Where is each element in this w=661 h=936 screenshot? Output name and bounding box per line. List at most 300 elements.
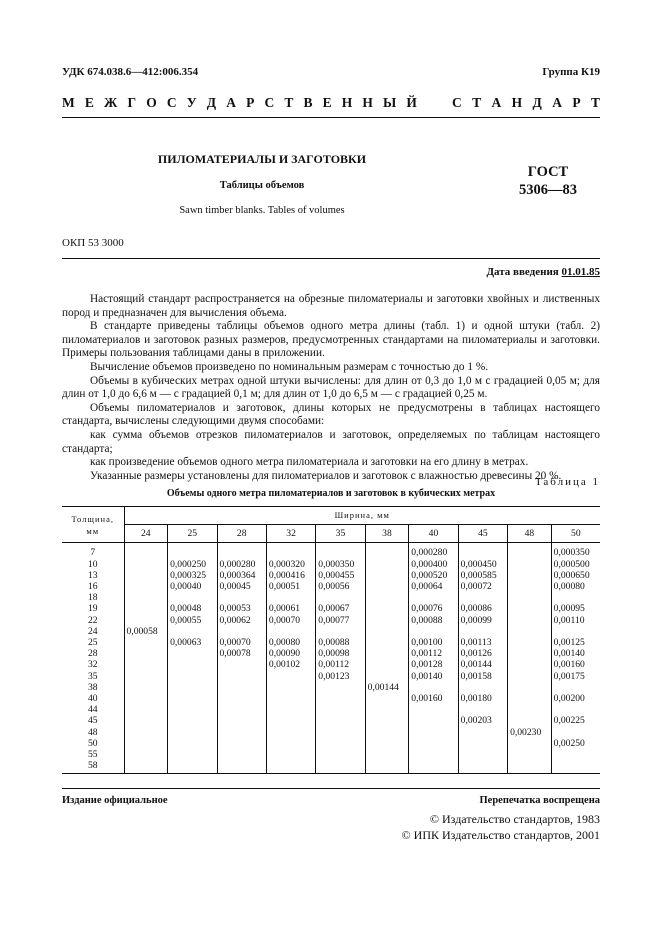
thickness-cell: 35 (62, 671, 124, 682)
volume-cell (551, 592, 600, 603)
band-letter: Н (511, 95, 523, 110)
volume-cell (551, 749, 600, 760)
intro-date-label: Дата введения (486, 266, 559, 278)
volume-cell (316, 749, 365, 760)
volume-cell (365, 626, 409, 637)
volume-cell: 0,00110 (551, 615, 600, 626)
volume-cell (316, 682, 365, 693)
volume-cell (458, 626, 507, 637)
table-row (62, 615, 600, 626)
volume-cell (551, 626, 600, 637)
volume-cell: 0,00077 (316, 615, 365, 626)
volume-cell (266, 760, 315, 774)
volume-cell (217, 592, 266, 603)
band-letter: Ы (383, 95, 397, 110)
volume-cell (124, 637, 168, 648)
band-letter: Р (246, 95, 255, 110)
width-col-header: 48 (508, 525, 552, 543)
english-title: Sawn timber blanks. Tables of volumes (179, 205, 345, 216)
volume-cell: 0,00070 (266, 615, 315, 626)
volume-cell: 0,000320 (266, 559, 315, 570)
band-letter: Г (127, 95, 137, 110)
volume-cell: 0,00090 (266, 648, 315, 659)
width-col-header: 25 (168, 525, 217, 543)
volume-cell (508, 659, 552, 670)
copyright-2001: © ИПК Издательство стандартов, 2001 (401, 828, 600, 842)
volume-cell (365, 603, 409, 614)
volume-cell: 0,00126 (458, 648, 507, 659)
width-col-header: 40 (409, 525, 458, 543)
volume-cell (124, 543, 168, 559)
thickness-cell: 40 (62, 693, 124, 704)
volume-cell (316, 626, 365, 637)
thickness-cell: 13 (62, 570, 124, 581)
band-letter: С (264, 95, 275, 110)
volume-cell (124, 603, 168, 614)
volume-cell (409, 592, 458, 603)
thickness-cell: 28 (62, 648, 124, 659)
band-letter: Д (206, 95, 217, 110)
volume-cell: 0,00102 (266, 659, 315, 670)
volume-cell: 0,00230 (508, 727, 552, 738)
volume-cell: 0,00225 (551, 715, 600, 726)
volume-cell (168, 592, 217, 603)
volume-cell (217, 738, 266, 749)
table-row (62, 603, 600, 614)
volume-cell (217, 727, 266, 738)
paragraph: как произведение объемов одного метра пиломатериала и заготовки на его длину в метрах. (90, 456, 529, 469)
volume-cell: 0,00040 (168, 581, 217, 592)
volume-cell (124, 648, 168, 659)
width-header-row (62, 525, 600, 543)
width-col-header: 38 (365, 525, 409, 543)
table-row (62, 543, 600, 559)
table-row (62, 693, 600, 704)
volume-cell (365, 749, 409, 760)
volume-cell: 0,00070 (217, 637, 266, 648)
thickness-cell: 24 (62, 626, 124, 637)
thickness-cell: 38 (62, 682, 124, 693)
header-rule (62, 117, 600, 118)
volume-cell: 0,000364 (217, 570, 266, 581)
volume-cell: 0,00055 (168, 615, 217, 626)
thickness-cell: 19 (62, 603, 124, 614)
thickness-cell: 55 (62, 749, 124, 760)
volume-cell: 0,00062 (217, 615, 266, 626)
volume-cell: 0,000416 (266, 570, 315, 581)
volume-cell (266, 682, 315, 693)
volume-cell (365, 543, 409, 559)
volume-cell (266, 671, 315, 682)
width-col-header: 32 (266, 525, 315, 543)
volume-cell (316, 738, 365, 749)
volume-cell (316, 760, 365, 774)
volume-cell (365, 637, 409, 648)
volume-cell (409, 727, 458, 738)
volume-cell: 0,00123 (316, 671, 365, 682)
thickness-cell: 50 (62, 738, 124, 749)
volume-cell: 0,00088 (409, 615, 458, 626)
volume-cell (508, 749, 552, 760)
volume-cell: 0,00078 (217, 648, 266, 659)
standard-band-right (452, 95, 600, 111)
standard-band-left (62, 95, 417, 111)
volume-cell (124, 615, 168, 626)
volume-cell: 0,00250 (551, 738, 600, 749)
volume-cell (551, 682, 600, 693)
page-subtitle: Таблицы объемов (219, 180, 305, 191)
table-row (62, 704, 600, 715)
volume-cell (508, 559, 552, 570)
band-letter: Т (472, 95, 482, 110)
volume-cell: 0,00048 (168, 603, 217, 614)
volume-cell (365, 760, 409, 774)
band-letter: А (491, 95, 502, 110)
volume-cell: 0,00200 (551, 693, 600, 704)
gost-label: ГОСТ (527, 164, 569, 180)
volume-cell: 0,00053 (217, 603, 266, 614)
volume-cell (365, 738, 409, 749)
volume-cell (458, 704, 507, 715)
width-col-header: 28 (217, 525, 266, 543)
volume-cell (508, 648, 552, 659)
volume-cell: 0,00140 (409, 671, 458, 682)
table-body (62, 543, 600, 774)
volume-cell: 0,00095 (551, 603, 600, 614)
volume-cell: 0,00140 (551, 648, 600, 659)
volume-cell (168, 704, 217, 715)
volume-cell: 0,00144 (458, 659, 507, 670)
volume-cell (124, 693, 168, 704)
volume-cell (124, 715, 168, 726)
volume-cell (508, 581, 552, 592)
band-letter: В (303, 95, 313, 110)
volume-cell (217, 682, 266, 693)
table-row (62, 749, 600, 760)
volume-cell: 0,00088 (316, 637, 365, 648)
volume-cell: 0,000350 (316, 559, 365, 570)
volume-cell: 0,00128 (409, 659, 458, 670)
volume-cell (266, 543, 315, 559)
volume-cell (365, 615, 409, 626)
paragraph: В стандарте приведены таблицы объемов одного метра длины (табл. 1) и одной штуки (табл. 2) пиломатериалов и заготовок разных размеров, предусмотренных стандартами на пиломатериалы и заготовки. Примеры пользования таблицами даны в приложении. (62, 320, 600, 360)
reprint-notice: Перепечатка воспрещена (479, 795, 600, 806)
intro-date-value: 01.01.85 (561, 266, 600, 278)
volume-cell: 0,00080 (551, 581, 600, 592)
volume-cell: 0,00067 (316, 603, 365, 614)
body-text (62, 293, 600, 483)
thickness-cell: 10 (62, 559, 124, 570)
table-row (62, 626, 600, 637)
width-col-header: 24 (124, 525, 168, 543)
table-row (62, 637, 600, 648)
paragraph: Объемы пиломатериалов и заготовок, длины которых не предусмотрены в таблицах настоящего стандарта, вычислены следующими двумя способами: (62, 401, 600, 428)
band-letter: Ж (104, 95, 118, 110)
volume-cell: 0,00063 (168, 637, 217, 648)
volume-cell (168, 693, 217, 704)
paragraph: Вычисление объемов произведено по номинальным размерам с точностью до 1 %. (90, 360, 489, 373)
volume-cell (508, 693, 552, 704)
volume-cell: 0,000520 (409, 570, 458, 581)
volume-cell: 0,000455 (316, 570, 365, 581)
volume-cell (217, 749, 266, 760)
volume-cell (409, 749, 458, 760)
volume-cell (409, 715, 458, 726)
official-edition: Издание официальное (62, 795, 168, 806)
volume-cell (365, 715, 409, 726)
table-row (62, 581, 600, 592)
band-letter: С (166, 95, 177, 110)
band-letter: Т (284, 95, 294, 110)
volume-cell (316, 704, 365, 715)
volume-cell (458, 682, 507, 693)
band-letter: О (146, 95, 157, 110)
volume-cell: 0,000280 (409, 543, 458, 559)
udk-code: УДК 674.038.6—412:006.354 (62, 66, 199, 78)
volume-cell (458, 738, 507, 749)
volume-cell (168, 682, 217, 693)
volume-cell: 0,00160 (409, 693, 458, 704)
table-caption: Объемы одного метра пиломатериалов и заготовок в кубических метрах (166, 488, 496, 499)
volume-cell (365, 570, 409, 581)
paragraph: как сумма объемов отрезков пиломатериалов и заготовок, определяемых по таблицам настоящего стандарта; (62, 428, 600, 455)
paragraph: Настоящий стандарт распространяется на обрезные пиломатериалы и заготовки хвойных и лиственных пород и предназначен для вычисления объема. (62, 293, 600, 319)
volume-cell (508, 715, 552, 726)
volume-cell: 0,00045 (217, 581, 266, 592)
volume-cell (508, 615, 552, 626)
volume-cell (217, 693, 266, 704)
volume-cell (124, 659, 168, 670)
volume-cell: 0,00160 (551, 659, 600, 670)
volume-cell (316, 693, 365, 704)
volume-cell (124, 738, 168, 749)
table-label: Таблица 1 (534, 476, 600, 488)
volume-cell (365, 727, 409, 738)
volume-cell (217, 760, 266, 774)
volume-cell (508, 671, 552, 682)
volume-cell (124, 749, 168, 760)
volume-cell (409, 682, 458, 693)
volume-cell: 0,00098 (316, 648, 365, 659)
band-letter: А (552, 95, 562, 110)
band-letter: Е (84, 95, 94, 110)
volume-cell: 0,00158 (458, 671, 507, 682)
volume-cell (168, 671, 217, 682)
volume-cell: 0,00051 (266, 581, 315, 592)
volume-cell (266, 738, 315, 749)
okp-code: ОКП 53 3000 (62, 237, 124, 249)
volume-cell (365, 648, 409, 659)
volume-cell (551, 727, 600, 738)
volume-cell (124, 760, 168, 774)
volume-cell (266, 704, 315, 715)
volume-cell (458, 543, 507, 559)
group-code: Группа К19 (542, 66, 600, 78)
volume-cell (124, 682, 168, 693)
volume-cell: 0,00072 (458, 581, 507, 592)
volume-cell (551, 704, 600, 715)
volume-cell (508, 682, 552, 693)
volume-cell: 0,00061 (266, 603, 315, 614)
volume-cell (508, 603, 552, 614)
table-row (62, 671, 600, 682)
volume-cell: 0,00203 (458, 715, 507, 726)
volume-cell (508, 543, 552, 559)
volume-cell (168, 715, 217, 726)
thickness-cell: 48 (62, 727, 124, 738)
volume-cell: 0,00080 (266, 637, 315, 648)
volume-cell (508, 637, 552, 648)
paragraph: Объемы в кубических метрах одной штуки вычислены: для длин от 0,3 до 1,0 м с градацией 0,05 м; для длин от 1,0 до 6,6 м — с градацией 0,1 м; для длин от 1,0 до 6,5 м — с градацией 0,25 м. (62, 374, 600, 401)
volume-table (62, 506, 600, 774)
band-letter: Н (341, 95, 353, 110)
volume-cell (124, 704, 168, 715)
volume-cell (124, 727, 168, 738)
band-letter: Е (322, 95, 332, 110)
volume-cell (266, 715, 315, 726)
band-letter: С (452, 95, 462, 110)
volume-cell (458, 760, 507, 774)
volume-cell (508, 738, 552, 749)
volume-cell: 0,00175 (551, 671, 600, 682)
volume-cell (316, 543, 365, 559)
thickness-cell: 16 (62, 581, 124, 592)
volume-cell: 0,00112 (316, 659, 365, 670)
volume-cell (266, 626, 315, 637)
volume-cell: 0,00125 (551, 637, 600, 648)
thickness-cell: 32 (62, 659, 124, 670)
volume-cell (124, 570, 168, 581)
volume-cell (409, 704, 458, 715)
volume-cell (168, 543, 217, 559)
volume-cell: 0,00076 (409, 603, 458, 614)
thickness-cell: 22 (62, 615, 124, 626)
table-row (62, 659, 600, 670)
volume-cell (409, 760, 458, 774)
thickness-cell: 18 (62, 592, 124, 603)
paragraph: Указанные размеры установлены для пиломатериалов и заготовок с влажностью древесины 20 %. (90, 469, 562, 482)
width-header: Ширина, мм (124, 507, 600, 525)
thickness-cell: 44 (62, 704, 124, 715)
table-row (62, 592, 600, 603)
volume-cell (365, 693, 409, 704)
volume-cell (168, 760, 217, 774)
volume-cell (316, 727, 365, 738)
volume-cell: 0,000325 (168, 570, 217, 581)
thickness-cell: 7 (62, 543, 124, 559)
thickness-cell: 45 (62, 715, 124, 726)
volume-cell: 0,000650 (551, 570, 600, 581)
volume-cell: 0,000450 (458, 559, 507, 570)
volume-cell (266, 727, 315, 738)
volume-cell (168, 749, 217, 760)
volume-cell (168, 626, 217, 637)
volume-cell: 0,000585 (458, 570, 507, 581)
thickness-cell: 25 (62, 637, 124, 648)
volume-cell (266, 592, 315, 603)
volume-cell: 0,00112 (409, 648, 458, 659)
intro-date (486, 266, 600, 278)
table-row (62, 715, 600, 726)
volume-cell (365, 659, 409, 670)
volume-cell: 0,000350 (551, 543, 600, 559)
page-title: ПИЛОМАТЕРИАЛЫ И ЗАГОТОВКИ (157, 152, 367, 166)
gost-number: 5306—83 (519, 182, 577, 198)
width-col-header: 35 (316, 525, 365, 543)
volume-cell (365, 559, 409, 570)
volume-cell (217, 704, 266, 715)
table-row (62, 738, 600, 749)
volume-cell: 0,00100 (409, 637, 458, 648)
volume-cell: 0,00099 (458, 615, 507, 626)
volume-cell (508, 626, 552, 637)
volume-cell (168, 727, 217, 738)
volume-cell (217, 671, 266, 682)
band-letter: Д (532, 95, 542, 110)
band-letter: Й (406, 95, 417, 110)
band-letter: Т (590, 95, 600, 110)
volume-cell (508, 570, 552, 581)
band-letter: А (226, 95, 236, 110)
table-row (62, 727, 600, 738)
band-letter: У (186, 95, 197, 110)
table-row (62, 559, 600, 570)
table-row (62, 682, 600, 693)
volume-cell (124, 671, 168, 682)
volume-cell: 0,000280 (217, 559, 266, 570)
volume-cell (458, 749, 507, 760)
volume-cell (124, 581, 168, 592)
volume-cell (409, 626, 458, 637)
table-row (62, 570, 600, 581)
volume-cell (458, 727, 507, 738)
volume-cell (168, 648, 217, 659)
width-col-header: 45 (458, 525, 507, 543)
band-letter: Н (362, 95, 373, 110)
volume-cell (124, 592, 168, 603)
volume-cell (508, 760, 552, 774)
table-row (62, 760, 600, 774)
footer-rule (62, 788, 600, 789)
volume-cell (217, 715, 266, 726)
volume-cell (316, 715, 365, 726)
volume-cell: 0,00180 (458, 693, 507, 704)
volume-cell: 0,000400 (409, 559, 458, 570)
volume-cell: 0,00086 (458, 603, 507, 614)
volume-cell: 0,000250 (168, 559, 217, 570)
volume-cell (365, 581, 409, 592)
volume-cell: 0,00056 (316, 581, 365, 592)
volume-cell (365, 704, 409, 715)
volume-cell (551, 760, 600, 774)
volume-cell: 0,00113 (458, 637, 507, 648)
volume-cell (508, 704, 552, 715)
volume-cell: 0,00058 (124, 626, 168, 637)
volume-cell (316, 592, 365, 603)
okp-rule (62, 258, 600, 259)
volume-cell: 0,00144 (365, 682, 409, 693)
table-row (62, 648, 600, 659)
volume-cell: 0,000500 (551, 559, 600, 570)
volume-cell: 0,00064 (409, 581, 458, 592)
width-col-header: 50 (551, 525, 600, 543)
volume-cell (168, 738, 217, 749)
volume-cell (124, 559, 168, 570)
band-letter: Р (572, 95, 581, 110)
volume-cell (217, 543, 266, 559)
volume-cell (168, 659, 217, 670)
thickness-cell: 58 (62, 760, 124, 774)
